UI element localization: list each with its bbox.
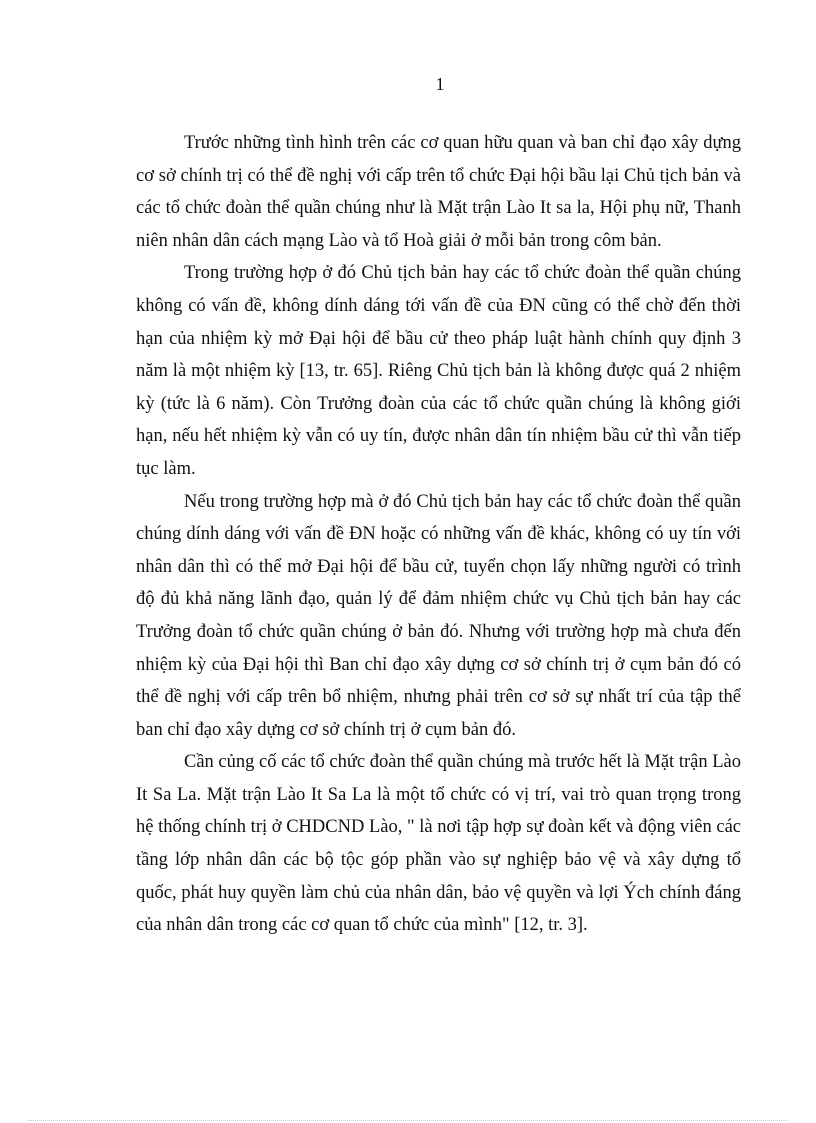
paragraph-1: Trước những tình hình trên các cơ quan hữu quan và ban chỉ đạo xây dựng cơ sở chính trị có thể đề nghị với cấp trên tổ chức Đại hội bầu lại Chủ tịch bản và các tổ chức đoàn thể quần chúng như là Mặt trận Lào It sa la, Hội phụ nữ, Thanh niên nhân dân cách mạng Lào và tổ Hoà giải ở mỗi bản trong côm bản. <box>136 133 741 251</box>
paragraph-4: Cần củng cố các tổ chức đoàn thể quần chúng mà trước hết là Mặt trận Lào It Sa La. Mặt trận Lào It Sa La là một tổ chức có vị trí, vai trò quan trọng trong hệ thống chính trị ở CHDCND Lào, " là nơi tập hợp sự đoàn kết và động viên các tầng lớp nhân dân các bộ tộc góp phần vào sự nghiệp bảo vệ và xây dựng tổ quốc, phát huy quyền làm chủ của nhân dân, bảo vệ quyền và lợi Ých chính đáng của nhân dân trong các cơ quan tổ chức của mình" [12, tr. 3]. <box>136 752 741 936</box>
page-bottom-divider <box>28 1120 788 1121</box>
body-text <box>136 127 741 942</box>
page-number: 1 <box>435 74 445 94</box>
paragraph-3: Nếu trong trường hợp mà ở đó Chủ tịch bản hay các tổ chức đoàn thể quần chúng dính dáng với vấn đề ĐN hoặc có những vấn đề khác, không có uy tín với nhân dân thì có thể mở Đại hội để bầu cử, tuyển chọn lấy những người có trình độ đủ khả năng lãnh đạo, quản lý để đảm nhiệm chức vụ Chủ tịch bản hay các Trưởng đoàn tổ chức quần chúng ở bản đó. Nhưng với trường hợp mà chưa đến nhiệm kỳ của Đại hội thì Ban chỉ đạo xây dựng cơ sở chính trị ở cụm bản đó có thể đề nghị với cấp trên bổ nhiệm, nhưng phải trên cơ sở sự nhất trí của tập thể ban chỉ đạo xây dựng cơ sở chính trị ở cụm bản đó. <box>136 491 741 740</box>
paragraph-2: Trong trường hợp ở đó Chủ tịch bản hay các tổ chức đoàn thể quần chúng không có vấn đề, không dính dáng tới vấn đề của ĐN cũng có thể chờ đến thời hạn của nhiệm kỳ mở Đại hội để bầu cử theo pháp luật hành chính quy định 3 năm là một nhiệm kỳ [13, tr. 65]. Riêng Chủ tịch bản là không được quá 2 nhiệm kỳ (tức là 6 năm). Còn Trưởng đoàn của các tổ chức quần chúng là không giới hạn, nếu hết nhiệm kỳ vẫn có uy tín, được nhân dân tín nhiệm bầu cử thì vẫn tiếp tục làm. <box>136 263 741 479</box>
